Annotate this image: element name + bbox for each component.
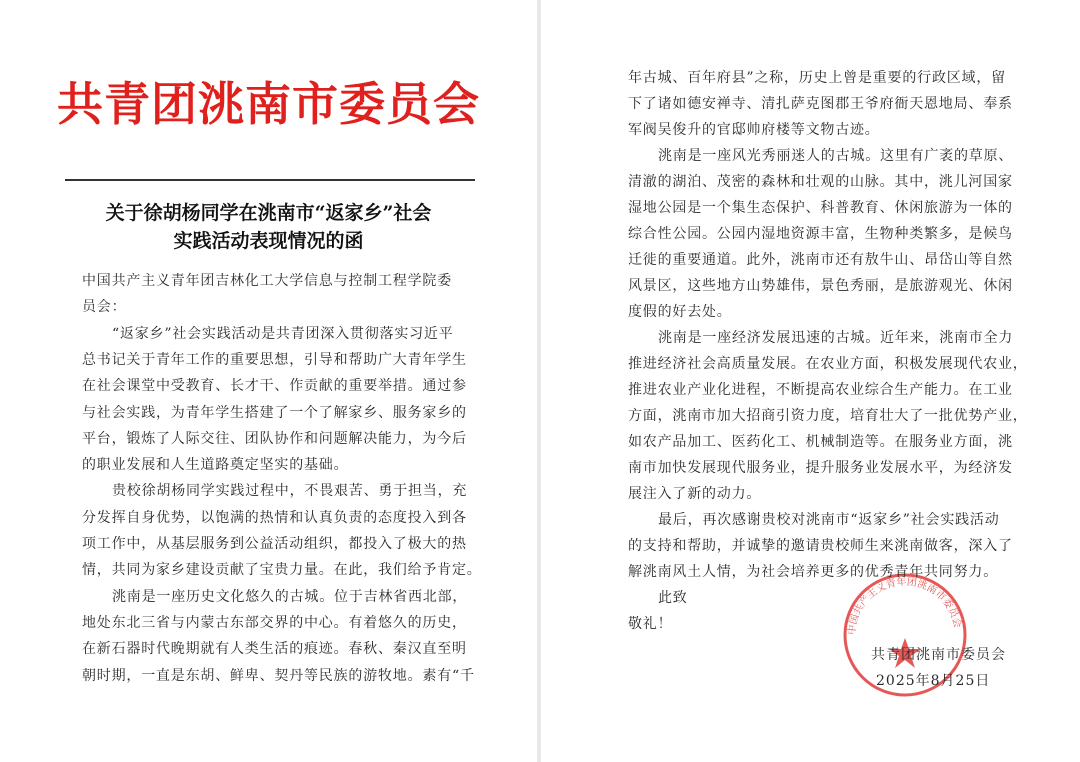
seal-text: 中国共产主义青年团洮南市委员会: [846, 576, 963, 636]
body-text-line: 展注入了新的动力。: [628, 486, 762, 502]
body-text-line: 南市加快发展现代服务业，提升服务业发展水平，为经济发: [628, 460, 1013, 476]
body-text-line: 地处东北三省与内蒙古东部交界的中心。有着悠久的历史，: [82, 614, 467, 631]
body-text-line: 敬礼！: [628, 616, 673, 632]
letterhead-divider: [65, 179, 475, 181]
body-text-line: 下了诸如德安禅寺、清扎萨克图郡王爷府衙天恩地局、奉系: [628, 96, 1013, 112]
svg-text:中国共产主义青年团洮南市委员会: [845, 575, 965, 636]
body-text-line: 此致: [658, 590, 688, 606]
body-text-line: 如农产品加工、医药化工、机械制造等。在服务业方面，洮: [628, 434, 1013, 450]
body-text-line: 总书记关于青年工作的重要思想，引导和帮助广大青年学生: [82, 351, 467, 368]
body-text-line: 情，共同为家乡建设贡献了宝贵力量。在此，我们给予肯定。: [82, 562, 482, 579]
body-text-line: 湿地公园是一个集生态保护、科普教育、休闲旅游为一体的: [628, 200, 1013, 216]
body-text-line: 最后，再次感谢贵校对洮南市“返家乡”社会实践活动: [658, 512, 1000, 528]
body-text-line: 洮南是一座风光秀丽迷人的古城。这里有广袤的草原、: [658, 148, 1014, 164]
signature-date: 2025年8月25日: [876, 673, 991, 689]
body-text-line: “返家乡”社会实践活动是共青团深入贯彻落实习近平: [112, 325, 454, 342]
body-text-line: 迁徙的重要通道。此外，洮南市还有敖牛山、昂岱山等自然: [628, 252, 1013, 268]
letterhead-title: 共青团洮南市委员会: [57, 77, 480, 131]
body-text-line: 在社会课堂中受教育、长才干、作贡献的重要举措。通过参: [82, 378, 467, 395]
letter-subject-line-1: 关于徐胡杨同学在洮南市“返家乡”社会: [105, 202, 432, 224]
body-text-line: 军阀吴俊升的官邸帅府楼等文物古迹。: [628, 122, 880, 138]
body-text-line: 的支持和帮助，并诚挚的邀请贵校师生来洮南做客，深入了: [628, 538, 1013, 554]
body-text-line: 风景区，这些地方山势雄伟，景色秀丽，是旅游观光、休闲: [628, 278, 1013, 294]
body-text-line: 综合性公园。公园内湿地资源丰富，生物种类繁多，是候鸟: [628, 226, 1013, 242]
body-text-line: 平台，锻炼了人际交往、团队协作和问题解决能力，为今后: [82, 430, 467, 447]
body-text-line: 中国共产主义青年团吉林化工大学信息与控制工程学院委: [82, 273, 452, 289]
body-text-line: 与社会实践，为青年学生搭建了一个了解家乡、服务家乡的: [82, 404, 467, 421]
body-text-line: 洮南是一座历史文化悠久的古城。位于吉林省西北部，: [112, 588, 468, 605]
body-text-line: 分发挥自身优势，以饱满的热情和认真负责的态度投入到各: [82, 509, 467, 526]
body-text-line: 年古城、百年府县”之称，历史上曾是重要的行政区域，留: [628, 70, 1006, 86]
body-text-line: 清澈的湖泊、茂密的森林和壮观的山脉。其中，洮儿河国家: [628, 174, 1013, 190]
body-text-line: 员会：: [82, 299, 127, 316]
body-text-line: 方面，洮南市加大招商引资力度，培育壮大了一批优势产业，: [628, 408, 1028, 424]
letter-page-1: [0, 0, 537, 762]
body-text-line: 的职业发展和人生道路奠定坚实的基础。: [82, 457, 349, 474]
body-text-line: 在新石器时代晚期就有人类生活的痕迹。春秋、秦汉直至明: [82, 641, 467, 658]
body-text-line: 解洮南风土人情，为社会培养更多的优秀青年共同努力。: [628, 564, 998, 580]
signature-organization: 共青团洮南市委员会: [871, 647, 1006, 663]
letter-subject-line-2: 实践活动表现情况的函: [173, 230, 364, 252]
body-text-line: 朝时期，一直是东胡、鲜卑、契丹等民族的游牧地。素有“千: [82, 667, 475, 684]
body-text-line: 项工作中，从基层服务到公益活动组织，都投入了极大的热: [82, 536, 467, 552]
body-text-line: 贵校徐胡杨同学实践过程中，不畏艰苦、勇于担当，充: [112, 483, 468, 500]
body-text-line: 度假的好去处。: [628, 304, 732, 320]
body-text-line: 推进农业产业化进程，不断提高农业综合生产能力。在工业: [628, 382, 1013, 398]
body-text-line: 推进经济社会高质量发展。在农业方面，积极发展现代农业，: [628, 356, 1028, 372]
body-text-line: 洮南是一座经济发展迅速的古城。近年来，洮南市全力: [658, 330, 1014, 346]
letter-page-2: [541, 0, 1080, 762]
